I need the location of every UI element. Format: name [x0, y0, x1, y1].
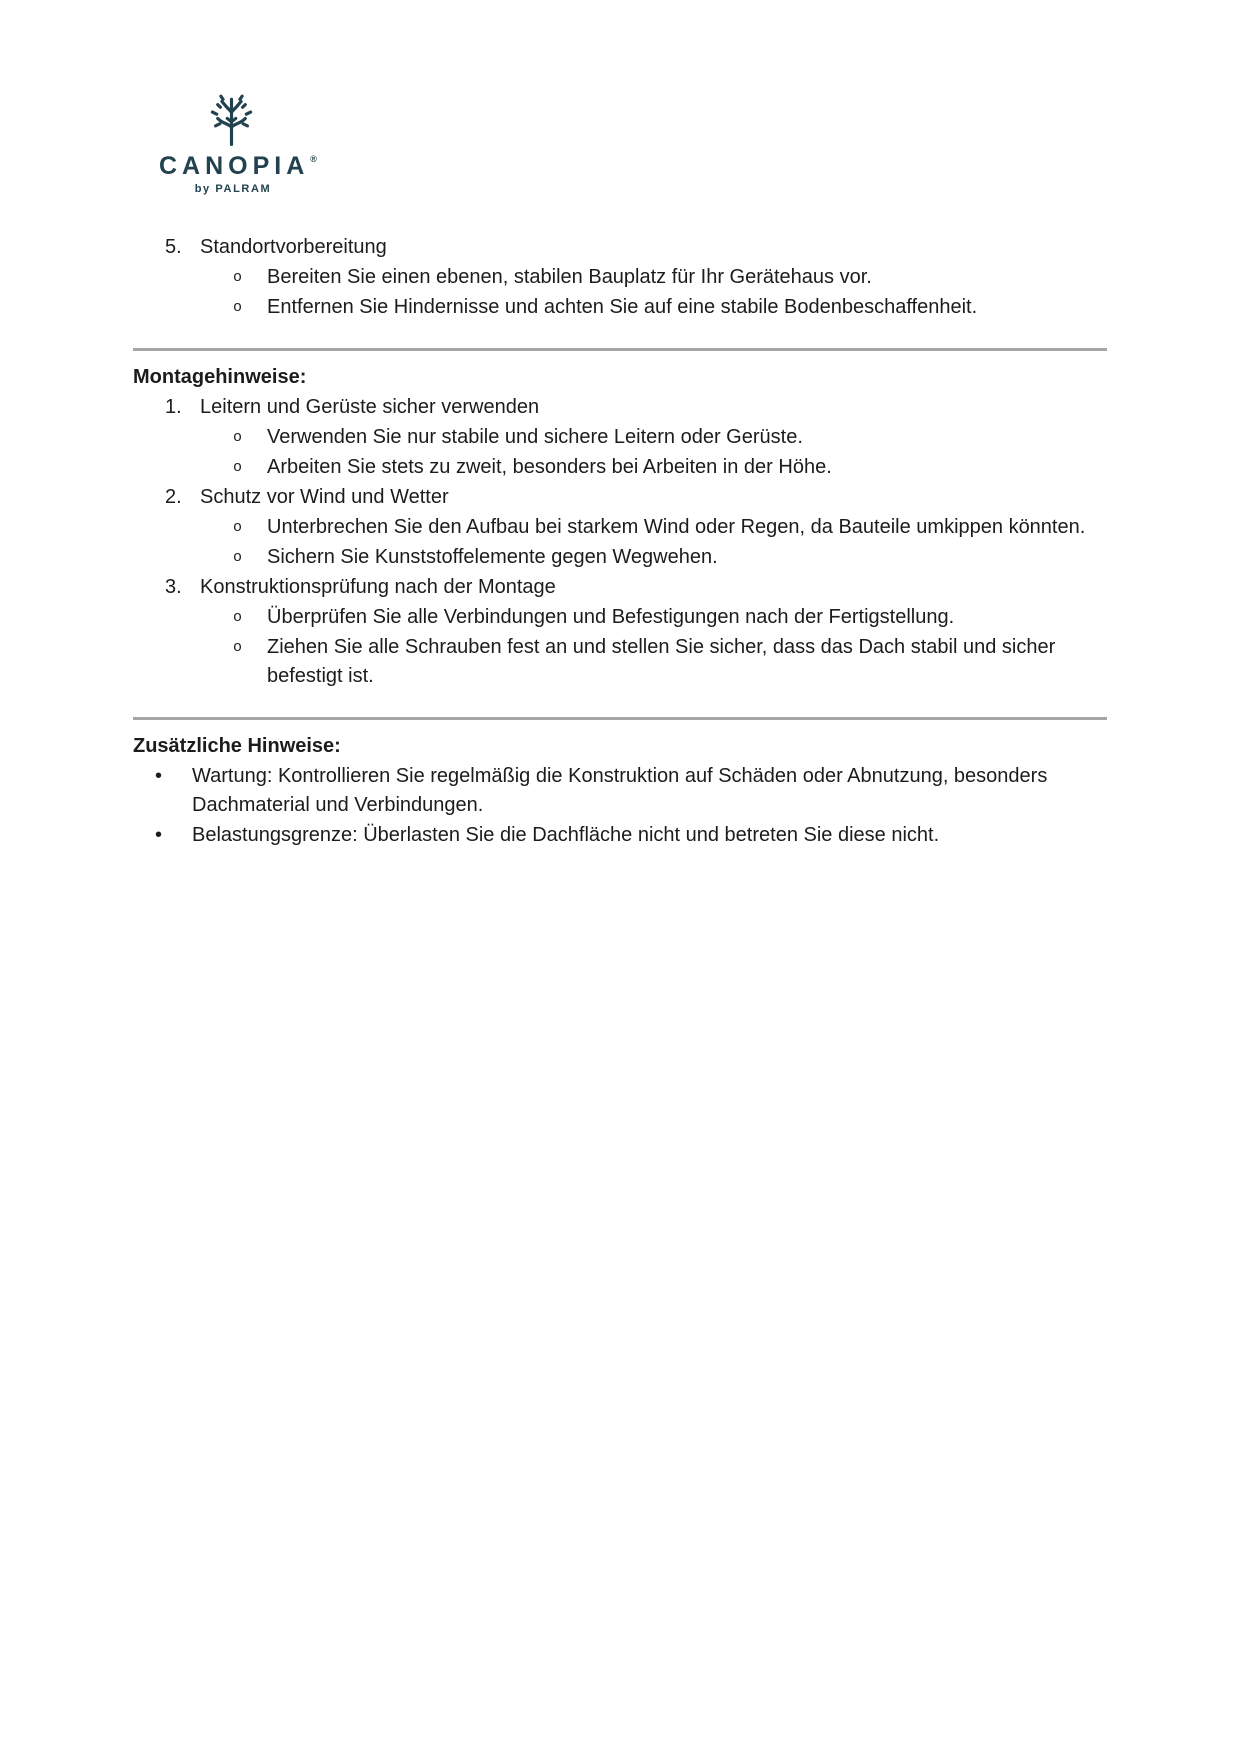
list-item-title: Leitern und Gerüste sicher verwenden — [200, 396, 540, 419]
circle-bullet-marker: o — [233, 519, 243, 537]
circle-bullet-marker: o — [233, 459, 243, 477]
logo — [159, 93, 317, 196]
brand-wordmark — [159, 152, 317, 180]
numbered-item-construction-check — [165, 573, 1107, 602]
bullet-text: Belastungsgrenze: Überlasten Sie die Dachfläche nicht und betreten Sie diese nicht. — [192, 824, 940, 847]
sub-bullet-text: Ziehen Sie alle Schrauben fest an und stellen Sie sicher, dass das Dach stabil und sicher befestigt ist. — [267, 636, 1056, 688]
circle-bullet-marker: o — [233, 299, 243, 317]
sub-bullet — [233, 513, 1107, 542]
circle-bullet-marker: o — [233, 549, 243, 567]
numbered-item-site-prep — [165, 233, 1107, 262]
circle-bullet-marker: o — [233, 269, 243, 287]
list-item-title: Konstruktionsprüfung nach der Montage — [200, 576, 556, 599]
brand-tagline: by PALRAM — [194, 183, 272, 196]
sub-bullet-text: Unterbrechen Sie den Aufbau bei starkem Wind oder Regen, da Bauteile umkippen könnten. — [267, 516, 1086, 539]
sub-bullet — [233, 453, 1107, 482]
list-item-title: Schutz vor Wind und Wetter — [200, 486, 449, 509]
disc-bullet-marker: • — [155, 824, 163, 847]
document-body — [133, 233, 1107, 850]
sub-bullet — [233, 263, 1107, 292]
sub-bullet — [233, 293, 1107, 322]
bullet-item-belastungsgrenze — [155, 821, 1107, 850]
list-item-title: Standortvorbereitung — [200, 236, 387, 259]
list-number: 2. — [165, 486, 182, 509]
circle-bullet-marker: o — [233, 429, 243, 447]
sub-bullet-text: Entfernen Sie Hindernisse und achten Sie auf eine stabile Bodenbeschaffenheit. — [267, 296, 978, 319]
section-heading-montagehinweise: Montagehinweise: — [133, 366, 307, 389]
canopia-tree-icon — [205, 93, 258, 146]
sub-bullet-text: Arbeiten Sie stets zu zweit, besonders bei Arbeiten in der Höhe. — [267, 456, 832, 479]
sub-bullet-text: Verwenden Sie nur stabile und sichere Leitern oder Gerüste. — [267, 426, 803, 449]
brand-name: CANOPIA — [159, 152, 310, 180]
list-number: 1. — [165, 396, 182, 419]
section-divider — [133, 717, 1107, 720]
circle-bullet-marker: o — [233, 639, 243, 657]
disc-bullet-marker: • — [155, 765, 163, 788]
section-heading-zusaetzliche: Zusätzliche Hinweise: — [133, 735, 341, 758]
sub-bullet — [233, 633, 1107, 691]
sub-bullet — [233, 603, 1107, 632]
numbered-item-ladders — [165, 393, 1107, 422]
list-number: 3. — [165, 576, 182, 599]
numbered-item-wind-weather — [165, 483, 1107, 512]
section-divider — [133, 348, 1107, 351]
sub-bullet — [233, 543, 1107, 572]
sub-bullet-text: Überprüfen Sie alle Verbindungen und Befestigungen nach der Fertigstellung. — [267, 606, 955, 629]
bullet-text: Wartung: Kontrollieren Sie regelmäßig die Konstruktion auf Schäden oder Abnutzung, besonders Dachmaterial und Verbindungen. — [192, 765, 1048, 817]
circle-bullet-marker: o — [233, 609, 243, 627]
sub-bullet-text: Bereiten Sie einen ebenen, stabilen Bauplatz für Ihr Gerätehaus vor. — [267, 266, 872, 289]
registered-trademark-symbol: ® — [310, 154, 317, 164]
sub-bullet — [233, 423, 1107, 452]
sub-bullet-text: Sichern Sie Kunststoffelemente gegen Wegwehen. — [267, 546, 718, 569]
bullet-item-wartung — [155, 762, 1107, 820]
list-number: 5. — [165, 236, 182, 259]
